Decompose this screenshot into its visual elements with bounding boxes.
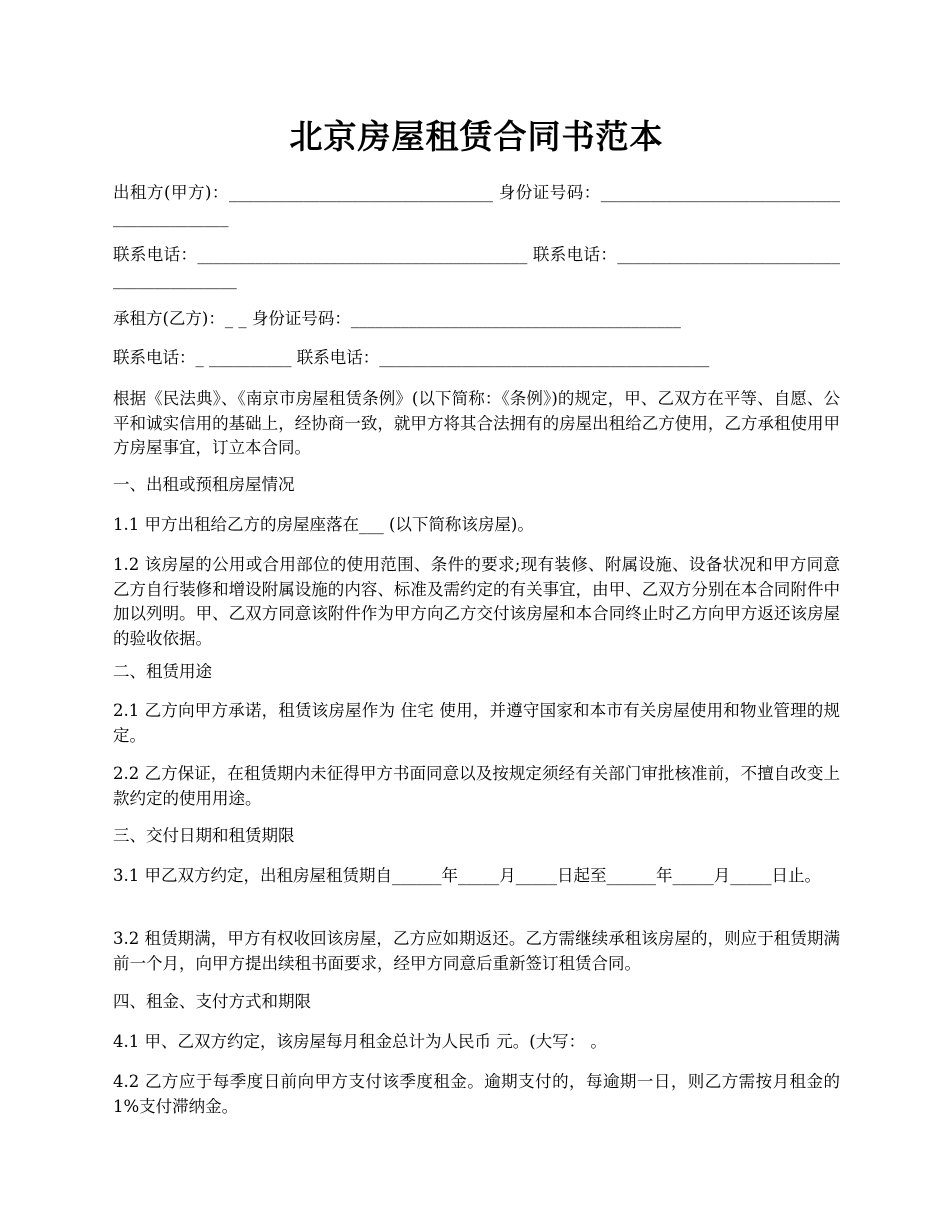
clause-4-2: 4.2 乙方应于每季度日前向甲方支付该季度租金。逾期支付的，每逾期一日，则乙方需按月租金的 1%支付滞纳金。 xyxy=(113,1072,846,1116)
clause-2-1: 2.1 乙方向甲方承诺，租赁该房屋作为 住宅 使用，并遵守国家和本市有关房屋使用和物业管理的规定。 xyxy=(113,701,840,745)
lessee-line: 承租方(乙方)：_ _ 身份证号码：________________________________________ xyxy=(113,309,681,328)
lessor-line: 出租方(甲方)：________________________________ 身份证号码：___________________________________________ xyxy=(113,183,840,227)
section-heading-1: 一、出租或预租房屋情况 xyxy=(113,475,295,494)
clause-1-1: 1.1 甲方出租给乙方的房屋座落在___ (以下简称该房屋)。 xyxy=(113,515,534,534)
section-heading-4: 四、租金、支付方式和期限 xyxy=(113,992,311,1011)
clause-3-2: 3.2 租赁期满，甲方有权收回该房屋，乙方应如期返还。乙方需继续承租该房屋的，则应于租赁期满前一个月，向甲方提出续租书面要求，经甲方同意后重新签订租赁合同。 xyxy=(113,929,840,973)
clause-2-2: 2.2 乙方保证，在租赁期内未征得甲方书面同意以及按规定须经有关部门审批核准前，不擅自改变上款约定的使用用途。 xyxy=(113,764,840,808)
preamble-paragraph: 根据《民法典》、《南京市房屋租赁条例》(以下简称：《条例》)的规定，甲、乙双方在平等、自愿、公平和诚实信用的基础上，经协商一致，就甲方将其合法拥有的房屋出租给乙方使用，乙方承租使用甲方房屋事宜，订立本合同。 xyxy=(113,389,840,457)
section-heading-2: 二、租赁用途 xyxy=(113,662,212,681)
lessee-phone-line: 联系电话：_ __________ 联系电话：________________________________________ xyxy=(113,348,710,367)
clause-3-1: 3.1 甲乙双方约定，出租房屋租赁期自______年_____月_____日起至______年_____月_____日止。 xyxy=(113,866,821,885)
clause-4-1: 4.1 甲、乙双方约定，该房屋每月租金总计为人民币 元。(大写： 。 xyxy=(113,1032,607,1051)
document-title: 北京房屋租赁合同书范本 xyxy=(289,117,664,156)
lessor-phone-line: 联系电话：________________________________________ 联系电话：__________________________________________ xyxy=(113,245,840,289)
section-heading-3: 三、交付日期和租赁期限 xyxy=(113,826,295,845)
clause-1-2: 1.2 该房屋的公用或合用部位的使用范围、条件的要求;现有装修、附属设施、设备状况和甲方同意乙方自行装修和增设附属设施的内容、标准及需约定的有关事宜，由甲、乙双方分别在本合同附件中加以列明。甲、乙双方同意该附件作为甲方向乙方交付该房屋和本合同终止时乙方向甲方返还该房屋的验收依据。 xyxy=(113,555,840,648)
